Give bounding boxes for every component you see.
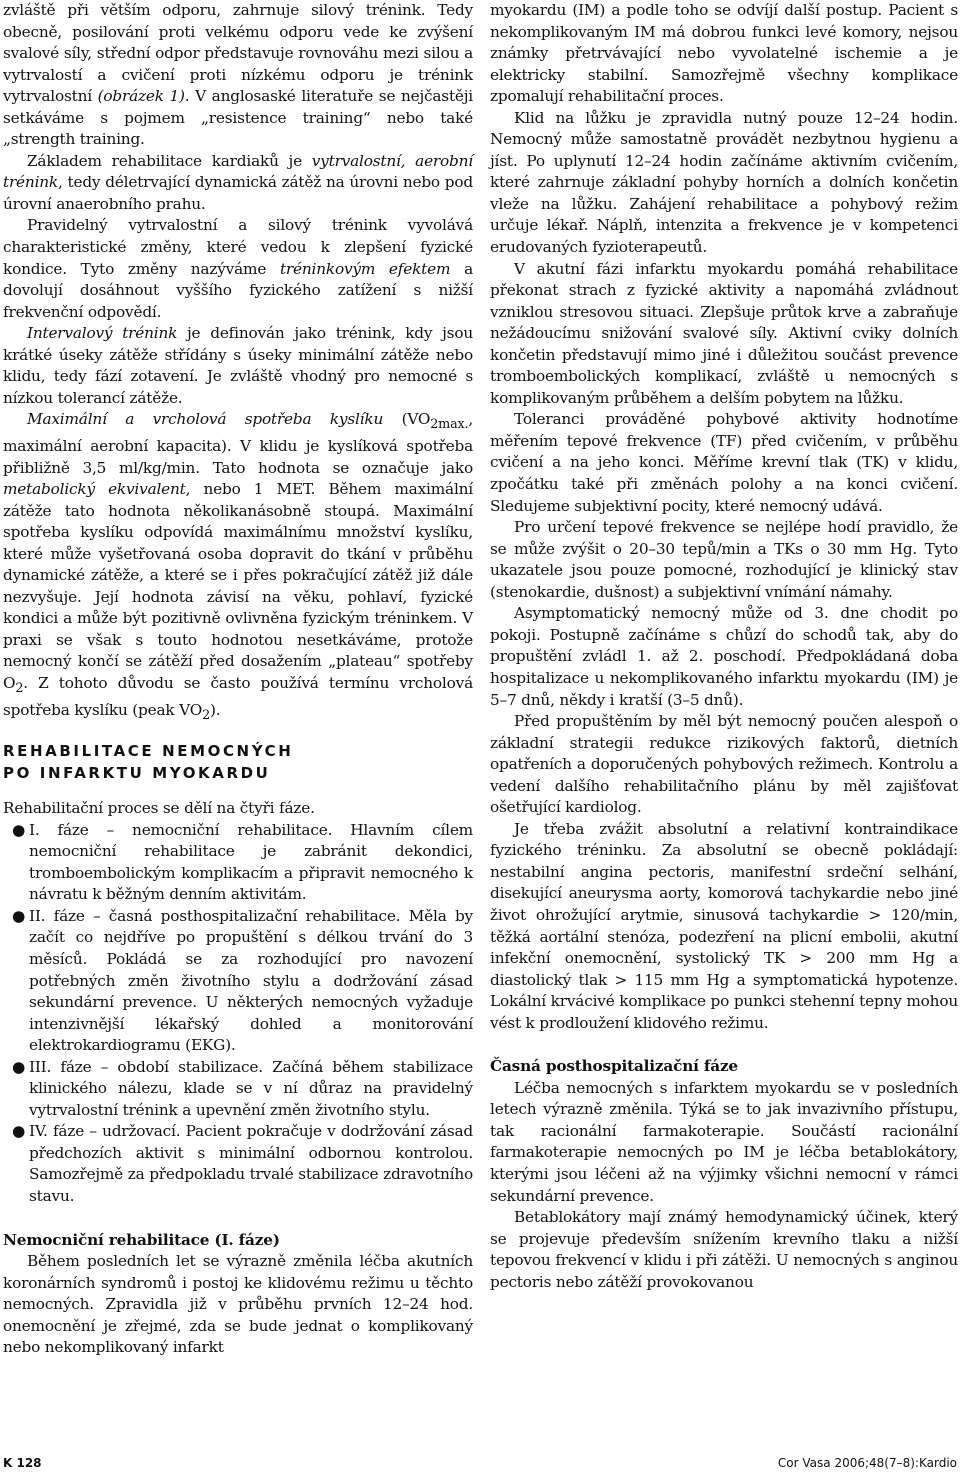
- paragraph-contraindications: Je třeba zvážit absolutní a relativní kontraindikace fyzického tréninku. Za absolutní se obecně pokládají: nestabilní angina pectoris, manifestní srdeční selhání, disekující aneurysma aorty, komorová tachykardie nebo jiné život ohrožující arytmie, sinusová tachykardie > 120/min, těžká aortální stenóza, podezření na plicní embolii, akutní infekční onemocnění, systolický TK > 200 mm Hg a diastolický tlak > 115 mm Hg a symptomatická hypotenze. Lokální krvácivé komplikace po punkci stehenní tepny mohou vést k prodloužení klidového režimu.: [490, 819, 958, 1032]
- paragraph-regular-training: Pravidelný vytrvalostní a silový trénink vyvolává charakteristické změny, které vedou k zlepšení fyzické kondice. Tyto změny nazýváme tréninkovým efektem a dovolují dosáhnout vyššího fyzického zatížení s nižší frekvenční odpovědí.: [3, 216, 473, 321]
- paragraph-bed-rest: Klid na lůžku je zpravidla nutný pouze 12–24 hodin. Nemocný může samostatně provádět nezbytnou hygienu a jíst. Po uplynutí 12–24 hodin začínáme aktivním cvičením, které zahrnuje základní pohyby horních a dolních končetin vleže na lůžku. Zahájení rehabilitace a pohybový režim určuje lékař. Náplň, intenzita a frekvence je v kompetenci erudovaných fyzioterapeutů.: [490, 108, 958, 257]
- subheading-hospital-rehabilitation: Nemocniční rehabilitace (I. fáze): [3, 1230, 280, 1249]
- journal-citation: Cor Vasa 2006;48(7–8):Kardio: [777, 1456, 957, 1470]
- paragraph-basis: Základem rehabilitace kardiaků je vytrvalostní, aerobní trénink, tedy déletrvající dynamická zátěž na úrovni nebo pod úrovní anaerobního prahu.: [3, 151, 473, 213]
- bullet-icon: ●: [12, 1057, 26, 1076]
- list-item: ● IV. fáze – udržovací. Pacient pokračuje v dodržování zásad předchozích aktivit s minimální odbornou kontrolou. Samozřejmě za předpokladu trvalé stabilizace zdravotního stavu.: [12, 1122, 473, 1206]
- paragraph-acute-phase: V akutní fázi infarktu myokardu pomáhá rehabilitace překonat strach z fyzické aktivity a napomáhá zvládnout vzniklou stresovou situaci. Zlepšuje průtok krve a zabraňuje nežádoucímu snižování svalové síly. Aktivní cviky dolních končetin představují mimo jiné i důležitou součást prevence tromboembolických komplikací, zvláště u nemocných s komplikovaným průběhem a delším pobytem na lůžku.: [490, 259, 958, 407]
- list-item: ● III. fáze – období stabilizace. Začíná během stabilizace klinického nálezu, klade se v ní důraz na pravidelný vytrvalostní trénink a upevnění změn životního stylu.: [12, 1057, 473, 1119]
- paragraph-heart-rate: Pro určení tepové frekvence se nejlépe hodí pravidlo, že se může zvýšit o 20–30 tepů/min a TKs o 30 mm Hg. Tyto ukazatele jsou pouze pomocné, rozhodující je klinický stav (stenokardie, dušnost) a subjektivní vnímání námahy.: [490, 518, 958, 601]
- list-item: ● I. fáze – nemocniční rehabilitace. Hlavním cílem nemocniční rehabilitace je zabránit dekondici, tromboembolickým komplikacím a připravit nemocného k návratu k běžným denním aktivitám.: [12, 820, 473, 904]
- paragraph-phases-intro: Rehabilitační proces se dělí na čtyři fáze.: [3, 799, 315, 818]
- paragraph-discharge: Před propuštěním by měl být nemocný poučen alespoň o základní strategii redukce rizikových faktorů, dietních opatřeních a doporučených pohybových režimech. Kontrolu a vedení dalšího rehabilitačního plánu by měl zajišťovat ošetřující kardiolog.: [490, 712, 958, 817]
- subheading-early-phase: Časná posthospitalizační fáze: [490, 1057, 738, 1076]
- paragraph-interval-training: Intervalový trénink je definován jako trénink, kdy jsou krátké úseky zátěže střídány s úseky minimální zátěže nebo klidu, tedy fází zotavení. Je zvláště vhodný pro nemocné s nízkou tolerancí zátěže.: [3, 324, 473, 407]
- paragraph-tolerance: Toleranci prováděné pohybové aktivity hodnotíme měřením tepové frekvence (TF) před cvičením, v průběhu cvičení a na jeho konci. Měříme krevní tlak (TK) v klidu, zpočátku také při změnách polohy a na konci cvičení. Sledujeme subjektivní pocity, které nemocný udává.: [490, 410, 958, 515]
- paragraph-intro: zvláště při větším odporu, zahrnuje silový trénink. Tedy obecně, posilování proti velkému odporu vede ke zvýšení svalové síly, střední odpor představuje rovnováhu mezi silou a vytrvalostí a cvičení proti nízkému odporu je trénink vytrvalostní (obrázek 1). V anglosaské literatuře se nejčastěji setkáváme s pojmem „resistence training“ nebo také „strength training.: [3, 1, 473, 149]
- paragraph-early-phase: Léčba nemocných s infarktem myokardu se v posledních letech výrazně změnila. Týká se to jak invazivního přístupu, tak racionální farmakoterapie. Součástí racionální farmakoterapie nemocných po IM je léčba betablokátory, kterými jsou léčeni až na výjimky všichni nemocní v rámci sekundární prevence.: [490, 1078, 958, 1205]
- section-heading-rehabilitation: REHABILITACE NEMOCNÝCH PO INFARKTU MYOKARDU: [3, 742, 294, 783]
- page-number: K 128: [3, 1456, 42, 1470]
- paragraph-vo2: Maximální a vrcholová spotřeba kyslíku ($VO_{2max.}$, maximální aerobní kapacita). V klidu je kyslíková spotřeba přibližně 3,5 ml/kg/min. Tato hodnota se označuje jako metabolický ekvivalent, nebo 1 MET. Během maximální zátěže tato hodnota několikanásobně stoupá. Maximální spotřeba kyslíku odpovídá maximálnímu množství kyslíku, které může vyšetřovaná osoba dopravit do tkání v průběhu dynamické zátěže, a které se i přes pokračující zátěž již dále nezvyšuje. Její hodnota závisí na věku, pohlaví, fyzické kondici a může být pozitivně ovlivněna fyzickým tréninkem. V praxi se však s touto hodnotou nesetkáváme, protože nemocný končí se zátěží před dosažením „plateau“ spotřeby $O_2$. Z tohoto důvodu se často používá termínu vrcholová spotřeba kyslíku (peak $VO_2$).: [3, 410, 473, 723]
- right-column: [490, 0, 958, 1293]
- left-column: [3, 0, 473, 1359]
- phase-list: [3, 820, 473, 1208]
- paragraph-continuation: myokardu (IM) a podle toho se odvíjí další postup. Pacient s nekomplikovaným IM má dobrou funkci levé komory, nejsou známky přetrvávající nebo vyvolatelné ischemie a je elektricky stabilní. Samozřejmě všechny komplikace zpomalují rehabilitační proces.: [490, 1, 958, 106]
- list-item: ● II. fáze – časná posthospitalizační rehabilitace. Měla by začít co nejdříve po propuštění s délkou trvání do 3 měsíců. Pokládá se za rozhodující pro navození potřebných změn životního stylu a dodržování zásad sekundární prevence. U některých nemocných vyžaduje intenzivnější lékařský dohled a monitorování elektrokardiogramu (EKG).: [12, 906, 473, 1055]
- bullet-icon: ●: [12, 906, 26, 925]
- bullet-icon: ●: [12, 1122, 26, 1141]
- bullet-icon: ●: [12, 820, 26, 839]
- paragraph-betablockers: Betablokátory mají známý hemodynamický účinek, který se projevuje především snížením krevního tlaku a nižší tepovou frekvencí v klidu i při zátěži. U nemocných s anginou pectoris nebo zátěží provokovanou: [490, 1208, 958, 1291]
- paragraph-hospital: Během posledních let se výrazně změnila léčba akutních koronárních syndromů i postoj ke klidovému režimu u těchto nemocných. Zpravidla již v průběhu prvních 12–24 hod. onemocnění je zřejmé, zda se bude jednat o komplikovaný nebo nekomplikovaný infarkt: [3, 1252, 473, 1357]
- paragraph-asymptomatic: Asymptomatický nemocný může od 3. dne chodit po pokoji. Postupně začínáme s chůzí do schodů tak, aby do propuštění zvládl 1. až 2. poschodí. Předpokládaná doba hospitalizace u nekomplikovaného infarktu myokardu (IM) je 5–7 dnů, někdy i kratší (3–5 dnů).: [490, 604, 958, 709]
